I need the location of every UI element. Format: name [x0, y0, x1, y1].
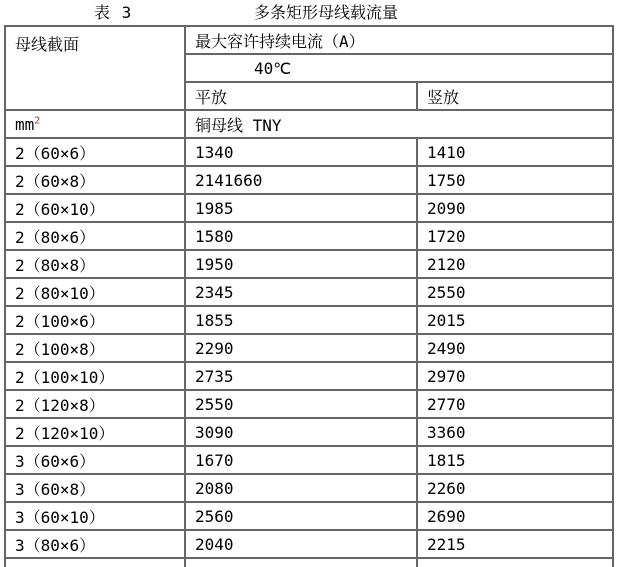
vertical-current-cell: 1815: [417, 446, 613, 474]
table-row: [5, 166, 613, 194]
table-row: [5, 474, 613, 502]
flat-current-cell: 2141660: [185, 166, 417, 194]
max-current-header-cell: 最大容许持续电流（A）: [185, 26, 613, 54]
flat-current-cell: 1855: [185, 306, 417, 334]
vertical-current-cell: 1720: [417, 222, 613, 250]
busbar-spec-cell: 2（100×10）: [5, 362, 185, 390]
busbar-spec-cell: 2（80×8）: [5, 250, 185, 278]
flat-current-cell: [185, 558, 417, 567]
vertical-current-cell: 1750: [417, 166, 613, 194]
table-row: [5, 194, 613, 222]
flat-current-cell: 1985: [185, 194, 417, 222]
busbar-spec-cell: 2（100×6）: [5, 306, 185, 334]
vertical-current-cell: 2490: [417, 334, 613, 362]
vertical-current-cell: 1410: [417, 138, 613, 166]
table-row: [5, 390, 613, 418]
table-row: [5, 250, 613, 278]
busbar-spec-cell: 2（60×8）: [5, 166, 185, 194]
unit-cell: [5, 110, 185, 138]
flat-current-cell: 1950: [185, 250, 417, 278]
busbar-spec-cell: 3（60×8）: [5, 474, 185, 502]
flat-current-cell: 1670: [185, 446, 417, 474]
table-row: [5, 502, 613, 530]
vertical-current-cell: 2090: [417, 194, 613, 222]
section-header-cell: 母线截面: [5, 26, 185, 110]
vertical-header-cell: 竖放: [417, 82, 613, 110]
flat-current-cell: 3090: [185, 418, 417, 446]
table-row: [5, 530, 613, 558]
flat-current-cell: 2290: [185, 334, 417, 362]
flat-current-cell: 2040: [185, 530, 417, 558]
table-row: [5, 306, 613, 334]
flat-current-cell: 2735: [185, 362, 417, 390]
table-row: [5, 446, 613, 474]
vertical-current-cell: [417, 558, 613, 567]
flat-current-cell: 1340: [185, 138, 417, 166]
busbar-spec-cell: 2（100×8）: [5, 334, 185, 362]
busbar-spec-cell: 2（60×6）: [5, 138, 185, 166]
vertical-current-cell: 2690: [417, 502, 613, 530]
vertical-current-cell: 2015: [417, 306, 613, 334]
header-row-unit: [5, 110, 613, 138]
busbar-spec-cell: 2（120×8）: [5, 390, 185, 418]
table-row: [5, 418, 613, 446]
busbar-ampacity-table: [4, 25, 614, 567]
busbar-spec-cell: 2（80×6）: [5, 222, 185, 250]
table-row: [5, 334, 613, 362]
busbar-spec-cell: 3（60×6）: [5, 446, 185, 474]
busbar-spec-cell: 2（120×10）: [5, 418, 185, 446]
vertical-current-cell: 2970: [417, 362, 613, 390]
flat-current-cell: 2560: [185, 502, 417, 530]
busbar-spec-cell: 2（80×10）: [5, 278, 185, 306]
table-number-label: 表 3: [94, 3, 133, 22]
busbar-spec-cell: 2（60×10）: [5, 194, 185, 222]
vertical-current-cell: 3360: [417, 418, 613, 446]
table-row: [5, 278, 613, 306]
table-title: 多条矩形母线载流量: [254, 3, 399, 22]
busbar-spec-cell: 3（60×10）: [5, 502, 185, 530]
flat-current-cell: 1580: [185, 222, 417, 250]
flat-current-cell: 2345: [185, 278, 417, 306]
flat-header-cell: 平放: [185, 82, 417, 110]
vertical-current-cell: 2550: [417, 278, 613, 306]
flat-current-cell: 2080: [185, 474, 417, 502]
busbar-spec-cell: 3（80×6）: [5, 530, 185, 558]
table-row: [5, 222, 613, 250]
table-row: [5, 362, 613, 390]
flat-current-cell: 2550: [185, 390, 417, 418]
table-row: [5, 138, 613, 166]
header-row-main: [5, 26, 613, 54]
table-caption: [0, 0, 618, 25]
vertical-current-cell: 2120: [417, 250, 613, 278]
vertical-current-cell: 2260: [417, 474, 613, 502]
table-row-partial: [5, 558, 613, 567]
busbar-spec-cell: [5, 558, 185, 567]
temperature-header-cell: 40℃: [185, 54, 613, 82]
material-header-cell: 铜母线 TNY: [185, 110, 613, 138]
vertical-current-cell: 2770: [417, 390, 613, 418]
vertical-current-cell: 2215: [417, 530, 613, 558]
unit-superscript: 2: [34, 115, 41, 127]
unit-base-text: mm: [15, 114, 35, 134]
